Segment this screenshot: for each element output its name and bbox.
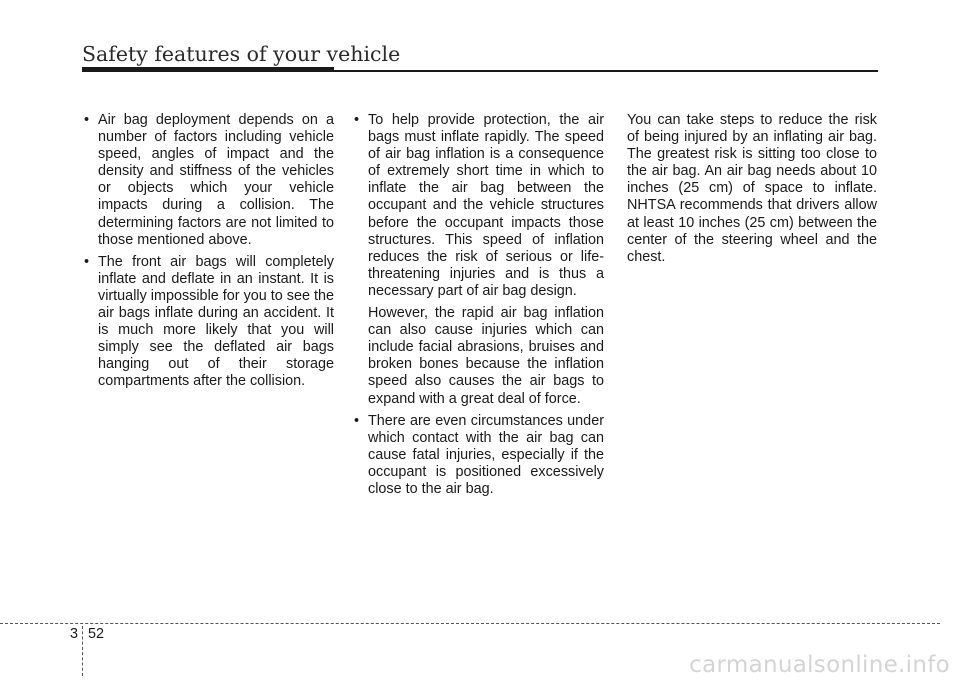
page-header-title: Safety features of your vehicle xyxy=(82,42,401,66)
body-paragraph: You can take steps to reduce the risk of being injured by an inflating air bag. The greatest risk is sitting too close to the air bag. An air bag needs about 10 inches (25 cm) of space to inflate. NHTSA recommends that drivers allow at least 10 inches (25 cm) between the center of the steering wheel and the chest. xyxy=(627,112,877,265)
bullet-item xyxy=(354,413,604,498)
footer-vertical-divider xyxy=(82,626,83,676)
bullet-item xyxy=(84,112,334,249)
header-rule-thick xyxy=(82,67,334,72)
text-column-3 xyxy=(627,112,877,271)
continuation-paragraph: However, the rapid air bag inflation can also cause injuries which can include facial abrasions, bruises and broken bones because the inflation speed also causes the air bags to expand with a great deal of force. xyxy=(368,305,604,407)
bullet-text: There are even circumstances under which contact with the air bag can cause fatal injuries, especially if the occupant is positioned excessively close to the air bag. xyxy=(368,412,604,497)
bullet-text: Air bag deployment depends on a number of factors including vehicle speed, angles of impact and the density and stiffness of the vehicles or objects which your vehicle impacts during a collision. The determining factors are not limited to those mentioned above. xyxy=(98,112,334,248)
bullet-text: To help provide protection, the air bags must inflate rapidly. The speed of air bag inflation is a consequence of extremely short time in which to inflate the air bag between the occupant and the vehicle structures before the occupant impacts those structures. This speed of inflation reduces the risk of serious or life-threatening injuries and is thus a necessary part of air bag design. xyxy=(368,112,604,299)
bullet-item xyxy=(354,112,604,300)
footer-dashed-rule xyxy=(0,623,940,624)
watermark-text: carmanualsonline.info xyxy=(689,652,950,678)
bullet-dot: • xyxy=(84,112,90,128)
page-number: 52 xyxy=(88,626,105,642)
bullet-dot: • xyxy=(354,112,360,128)
section-number: 3 xyxy=(70,626,79,642)
bullet-text: The front air bags will completely inflate and deflate in an instant. It is virtually impossible for you to see the air bags inflate during an accident. It is much more likely that you will simply see the deflated air bags hanging out of their storage compartments after the collision. xyxy=(98,253,334,390)
bullet-dot: • xyxy=(354,412,360,429)
bullet-item xyxy=(84,254,334,391)
text-column-2 xyxy=(354,112,604,503)
header-rule-thin xyxy=(334,70,878,72)
text-column-1 xyxy=(84,112,334,396)
bullet-dot: • xyxy=(84,253,90,270)
